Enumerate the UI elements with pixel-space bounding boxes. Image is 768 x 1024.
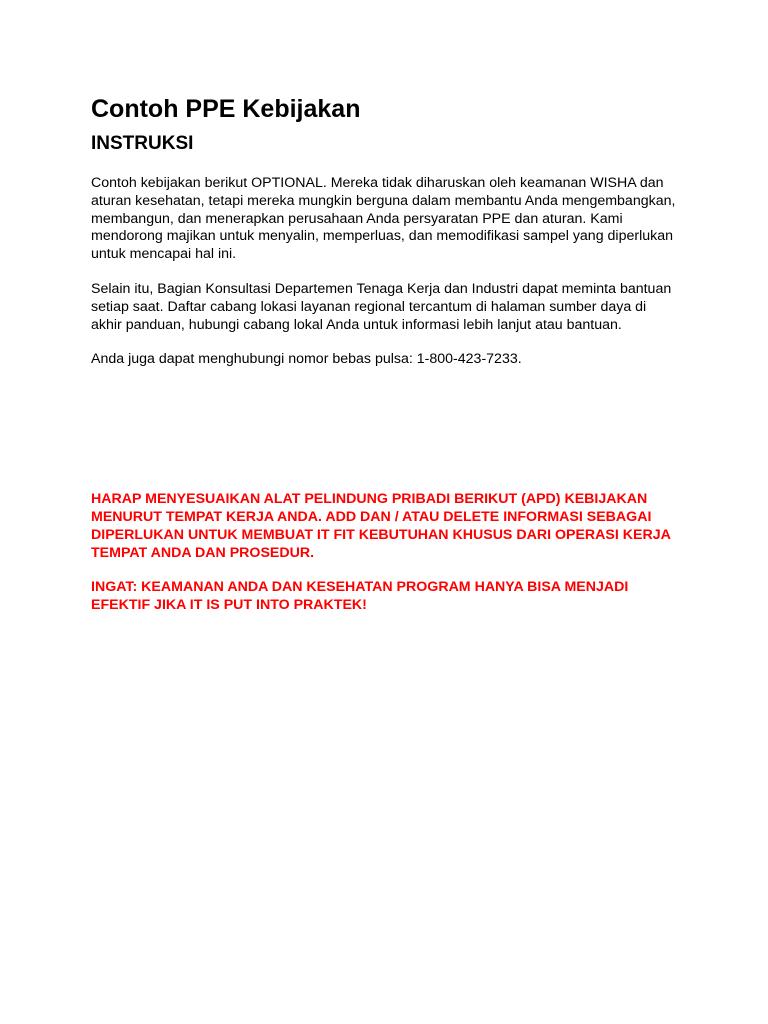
document-title: Contoh PPE Kebijakan — [91, 95, 361, 123]
section-heading: INSTRUKSI — [91, 133, 194, 154]
consultation-paragraph: Selain itu, Bagian Konsultasi Departemen Tenaga Kerja dan Industri dapat meminta bantuan setiap saat. Daftar cabang lokasi layanan regional tercantum di halaman sumber daya di akhir panduan, hubungi cabang lokal Anda untuk informasi lebih lanjut atau bantuan. — [91, 280, 672, 333]
hotline-paragraph: Anda juga dapat menghubungi nomor bebas pulsa: 1-800-423-7233. — [91, 351, 522, 368]
remember-warning: INGAT: KEAMANAN ANDA DAN KESEHATAN PROGRAM HANYA BISA MENJADI EFEKTIF JIKA IT IS PUT INTO PRAKTEK! — [91, 579, 629, 614]
intro-paragraph: Contoh kebijakan berikut OPTIONAL. Mereka tidak diharuskan oleh keamanan WISHA dan aturan kesehatan, tetapi mereka mungkin berguna dalam membantu Anda mengembangkan, membangun, dan menerapkan perusahaan Anda persyaratan PPE dan aturan. Kami mendorong majikan untuk menyalin, memperluas, dan memodifikasi sampel yang diperlukan untuk mencapai hal ini. — [91, 175, 676, 263]
customize-warning: HARAP MENYESUAIKAN ALAT PELINDUNG PRIBADI BERIKUT (APD) KEBIJAKAN MENURUT TEMPAT KERJA ANDA. ADD DAN / ATAU DELETE INFORMASI SEBAGAI DIPERLUKAN UNTUK MEMBUAT IT FIT KEBUTUHAN KHUSUS DARI OPERASI KERJA TEMPAT ANDA DAN PROSEDUR. — [91, 491, 671, 561]
